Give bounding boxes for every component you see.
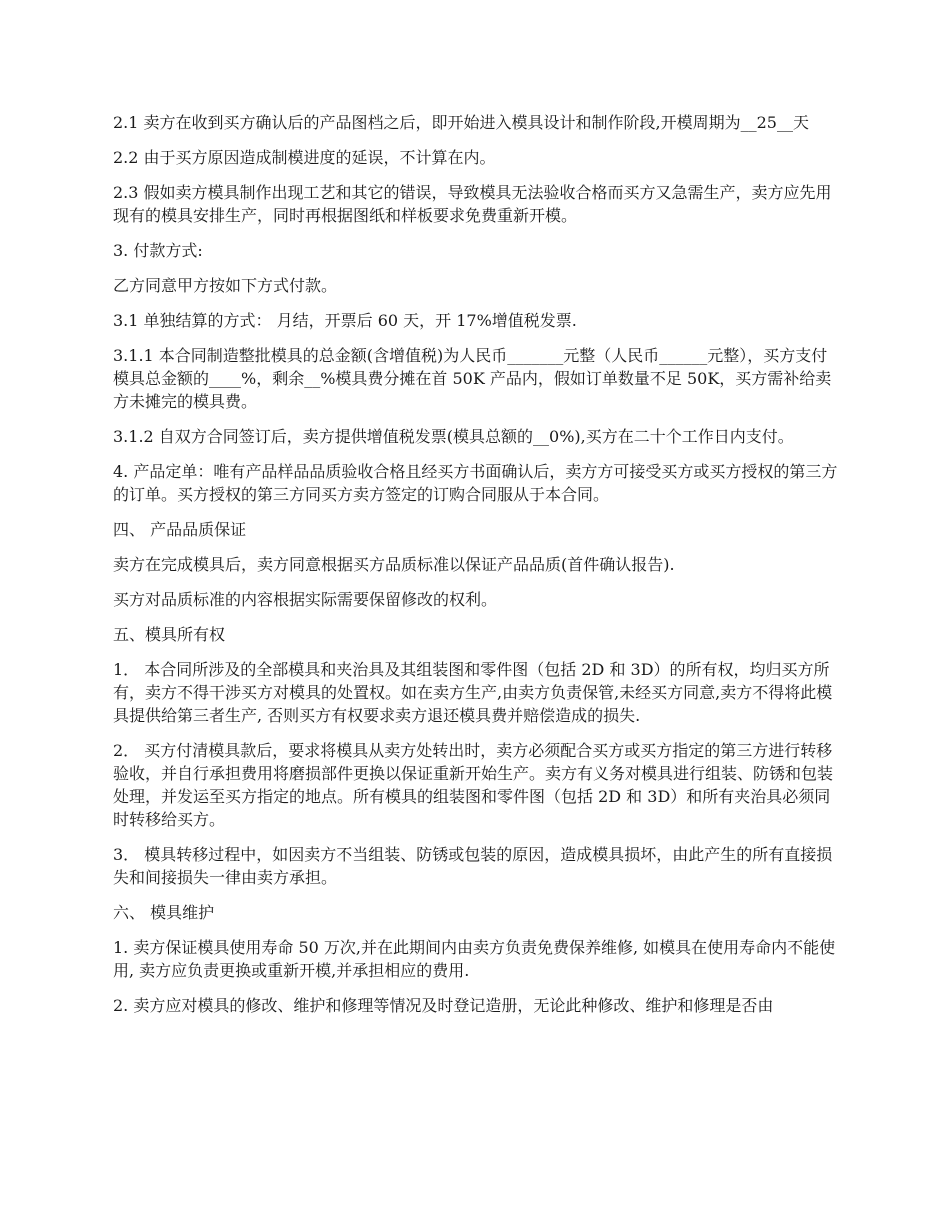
clause-4-product-order: 4. 产品定单：唯有产品样品品质验收合格且经买方书面确认后，卖方方可接受买方或买方授权的第三方的订单。买方授权的第三方同买方卖方签定的订购合同服从于本合同。 xyxy=(113,462,838,504)
quality-clause-2: 买方对品质标准的内容根据实际需要保留修改的权利。 xyxy=(113,590,498,609)
clause-3-1-1: 3.1.1 本合同制造整批模具的总金额(含增值税)为人民币_______元整（人民币______元整），买方支付模具总金额的____%，剩余__%模具费分摊在首 50K 产品内，假如订单数量不足 50K，买方需补给卖方未摊完的模具费。 xyxy=(113,346,832,411)
section-maintenance-heading: 六、 模具维护 xyxy=(113,903,215,922)
document-body xyxy=(113,111,838,1029)
ownership-clause-3: 3． 模具转移过程中，如因卖方不当组装、防锈或包装的原因，造成模具损坏，由此产生的所有直接损失和间接损失一律由卖方承担。 xyxy=(113,845,833,887)
ownership-clause-1: 1． 本合同所涉及的全部模具和夹治具及其组装图和零件图（包括 2D 和 3D）的所有权，均归买方所有，卖方不得干涉买方对模具的处置权。如在卖方生产,由卖方负责保管,未经买方同意,卖方不得将此模具提供给第三者生产, 否则买方有权要求卖方退还模具费并赔偿造成的损失. xyxy=(113,660,833,725)
section-payment-heading: 3. 付款方式: xyxy=(113,241,203,260)
maintenance-clause-2: 2. 卖方应对模具的修改、维护和修理等情况及时登记造册，无论此种修改、维护和修理是否由 xyxy=(113,996,774,1015)
maintenance-clause-1: 1. 卖方保证模具使用寿命 50 万次,并在此期间内由卖方负责免费保养维修, 如模具在使用寿命内不能使用, 卖方应负责更换或重新开模,并承担相应的费用. xyxy=(113,938,836,980)
clause-2-1: 2.1 卖方在收到买方确认后的产品图档之后，即开始进入模具设计和制作阶段,开模周期为__25__天 xyxy=(113,113,809,132)
quality-clause-1: 卖方在完成模具后，卖方同意根据买方品质标准以保证产品品质(首件确认报告). xyxy=(113,555,675,574)
ownership-clause-2: 2． 买方付清模具款后，要求将模具从卖方处转出时，卖方必须配合买方或买方指定的第三方进行转移验收，并自行承担费用将磨损部件更换以保证重新开始生产。卖方有义务对模具进行组装、防锈和包装处理，并发运至买方指定的地点。所有模具的组装图和零件图（包括 2D 和 3D）和所有夹治具必须同时转移给买方。 xyxy=(113,741,834,829)
clause-3-1: 3.1 单独结算的方式： 月结，开票后 60 天，开 17%增值税发票. xyxy=(113,311,577,330)
payment-intro: 乙方同意甲方按如下方式付款。 xyxy=(113,276,338,295)
clause-3-1-2: 3.1.2 自双方合同签订后，卖方提供增值税发票(模具总额的__0%),买方在二十个工作日内支付。 xyxy=(113,427,794,446)
clause-2-2: 2.2 由于买方原因造成制模进度的延误，不计算在内。 xyxy=(113,148,496,167)
section-ownership-heading: 五、模具所有权 xyxy=(113,625,226,644)
clause-2-3: 2.3 假如卖方模具制作出现工艺和其它的错误，导致模具无法验收合格而买方又急需生产，卖方应先用现有的模具安排生产，同时再根据图纸和样板要求免费重新开模。 xyxy=(113,183,832,225)
section-quality-heading: 四、 产品品质保证 xyxy=(113,520,247,539)
